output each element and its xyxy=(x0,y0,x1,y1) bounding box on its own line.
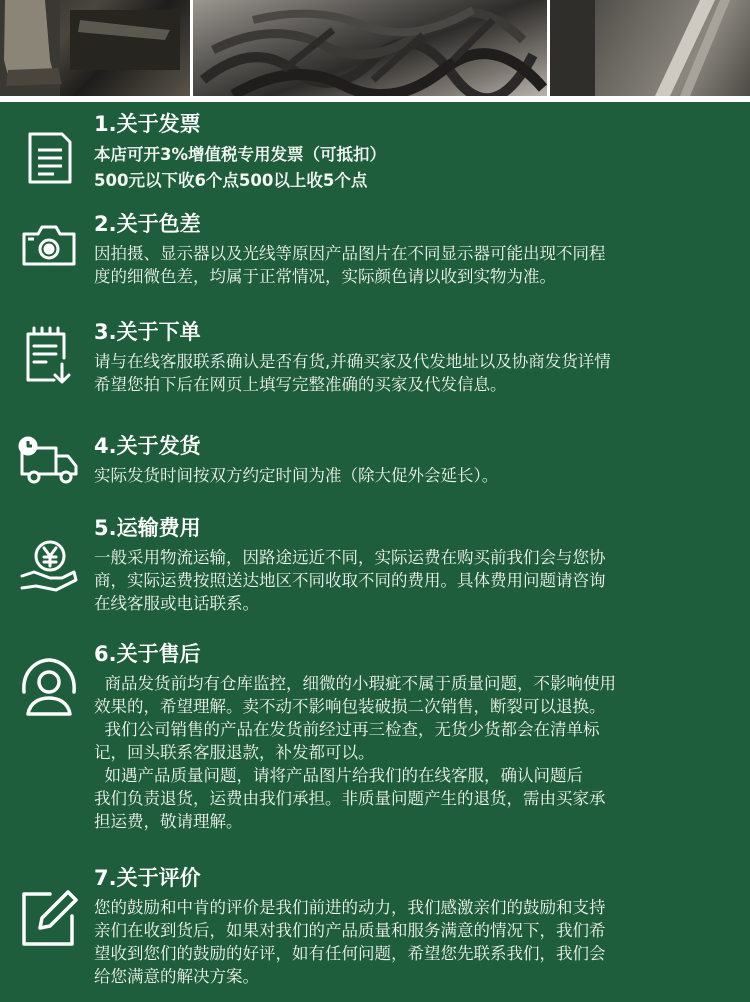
customer-service-icon xyxy=(16,654,82,720)
product-photo-metal-parts-pile xyxy=(193,0,547,96)
section-line: 500元以下收6个点500以上收5个点 xyxy=(94,171,368,190)
section-line: 望收到您们的鼓励的好评，如有任何问题，希望您先联系我们，我们会 xyxy=(94,944,606,963)
section-title: 4.关于发货 xyxy=(94,434,201,458)
section-line: 记，回头联系客服退款，补发都可以。 xyxy=(94,743,375,762)
section-line: 实际发货时间按双方约定时间为准（除大促外会延长）。 xyxy=(94,466,499,485)
section-line: 担运费，敬请理解。 xyxy=(94,812,243,831)
product-photo-strip xyxy=(0,0,750,96)
section-body xyxy=(94,142,744,194)
section-title: 6.关于售后 xyxy=(94,642,201,666)
section-title: 3.关于下单 xyxy=(94,320,201,344)
section-body xyxy=(94,896,744,988)
section-line: 效果的，希望理解。卖不动不影响包装破损二次销售，断裂可以退换。 xyxy=(94,697,606,716)
info-panel xyxy=(0,102,750,1002)
section-body xyxy=(94,242,744,288)
section-line: 亲们在收到货后，如果对我们的产品质量和服务满意的情况下，我们希 xyxy=(94,921,606,940)
section-line: 请与在线客服联系确认是否有货,并确买家及代发地址以及协商发货详情 xyxy=(94,352,611,371)
section-line: 如遇产品质量问题，请将产品图片给我们的在线客服，确认问题后 xyxy=(94,766,583,785)
delivery-truck-icon xyxy=(16,428,82,494)
product-photo-worker-boots xyxy=(0,0,190,96)
section-body xyxy=(94,350,744,396)
section-title: 1.关于发票 xyxy=(94,112,201,136)
section-title: 2.关于色差 xyxy=(94,212,201,236)
section-line: 商，实际运费按照送达地区不同收取不同的费用。具体费用问题请咨询 xyxy=(94,571,606,590)
section-title: 7.关于评价 xyxy=(94,866,201,890)
section-line: 希望您拍下后在网页上填写完整准确的买家及代发信息。 xyxy=(94,375,507,394)
section-line: 一般采用物流运输，因路途远近不同，实际运费在购买前我们会与您协 xyxy=(94,548,606,567)
section-title: 5.运输费用 xyxy=(94,516,201,540)
camera-icon xyxy=(16,212,82,278)
section-line: 因拍摄、显示器以及光线等原因产品图片在不同显示器可能出现不同程 xyxy=(94,244,606,263)
section-line: 本店可开3%增值税专用发票（可抵扣） xyxy=(94,145,387,164)
section-body xyxy=(94,672,744,833)
section-line: 在线客服或电话联系。 xyxy=(94,594,259,613)
section-body xyxy=(94,464,744,487)
section-line: 我们负责退货，运费由我们承担。非质量问题产生的退货，需由买家承 xyxy=(94,789,606,808)
document-icon xyxy=(16,124,82,190)
section-line: 度的细微色差，均属于正常情况，实际颜色请以收到实物为准。 xyxy=(94,267,556,286)
section-line: 给您满意的解决方案。 xyxy=(94,967,259,986)
section-line: 我们公司销售的产品在发货前经过再三检查，无货少货都会在清单标 xyxy=(94,720,600,739)
section-line: 商品发货前均有仓库监控，细微的小瑕疵不属于质量问题，不影响使用 xyxy=(94,674,616,693)
section-body xyxy=(94,546,744,615)
yen-hand-icon xyxy=(16,532,82,598)
section-line: 您的鼓励和中肯的评价是我们前进的动力，我们感激亲们的鼓励和支持 xyxy=(94,898,606,917)
edit-icon xyxy=(16,886,82,952)
clipboard-download-icon xyxy=(16,324,82,390)
product-photo-tool xyxy=(550,0,750,96)
